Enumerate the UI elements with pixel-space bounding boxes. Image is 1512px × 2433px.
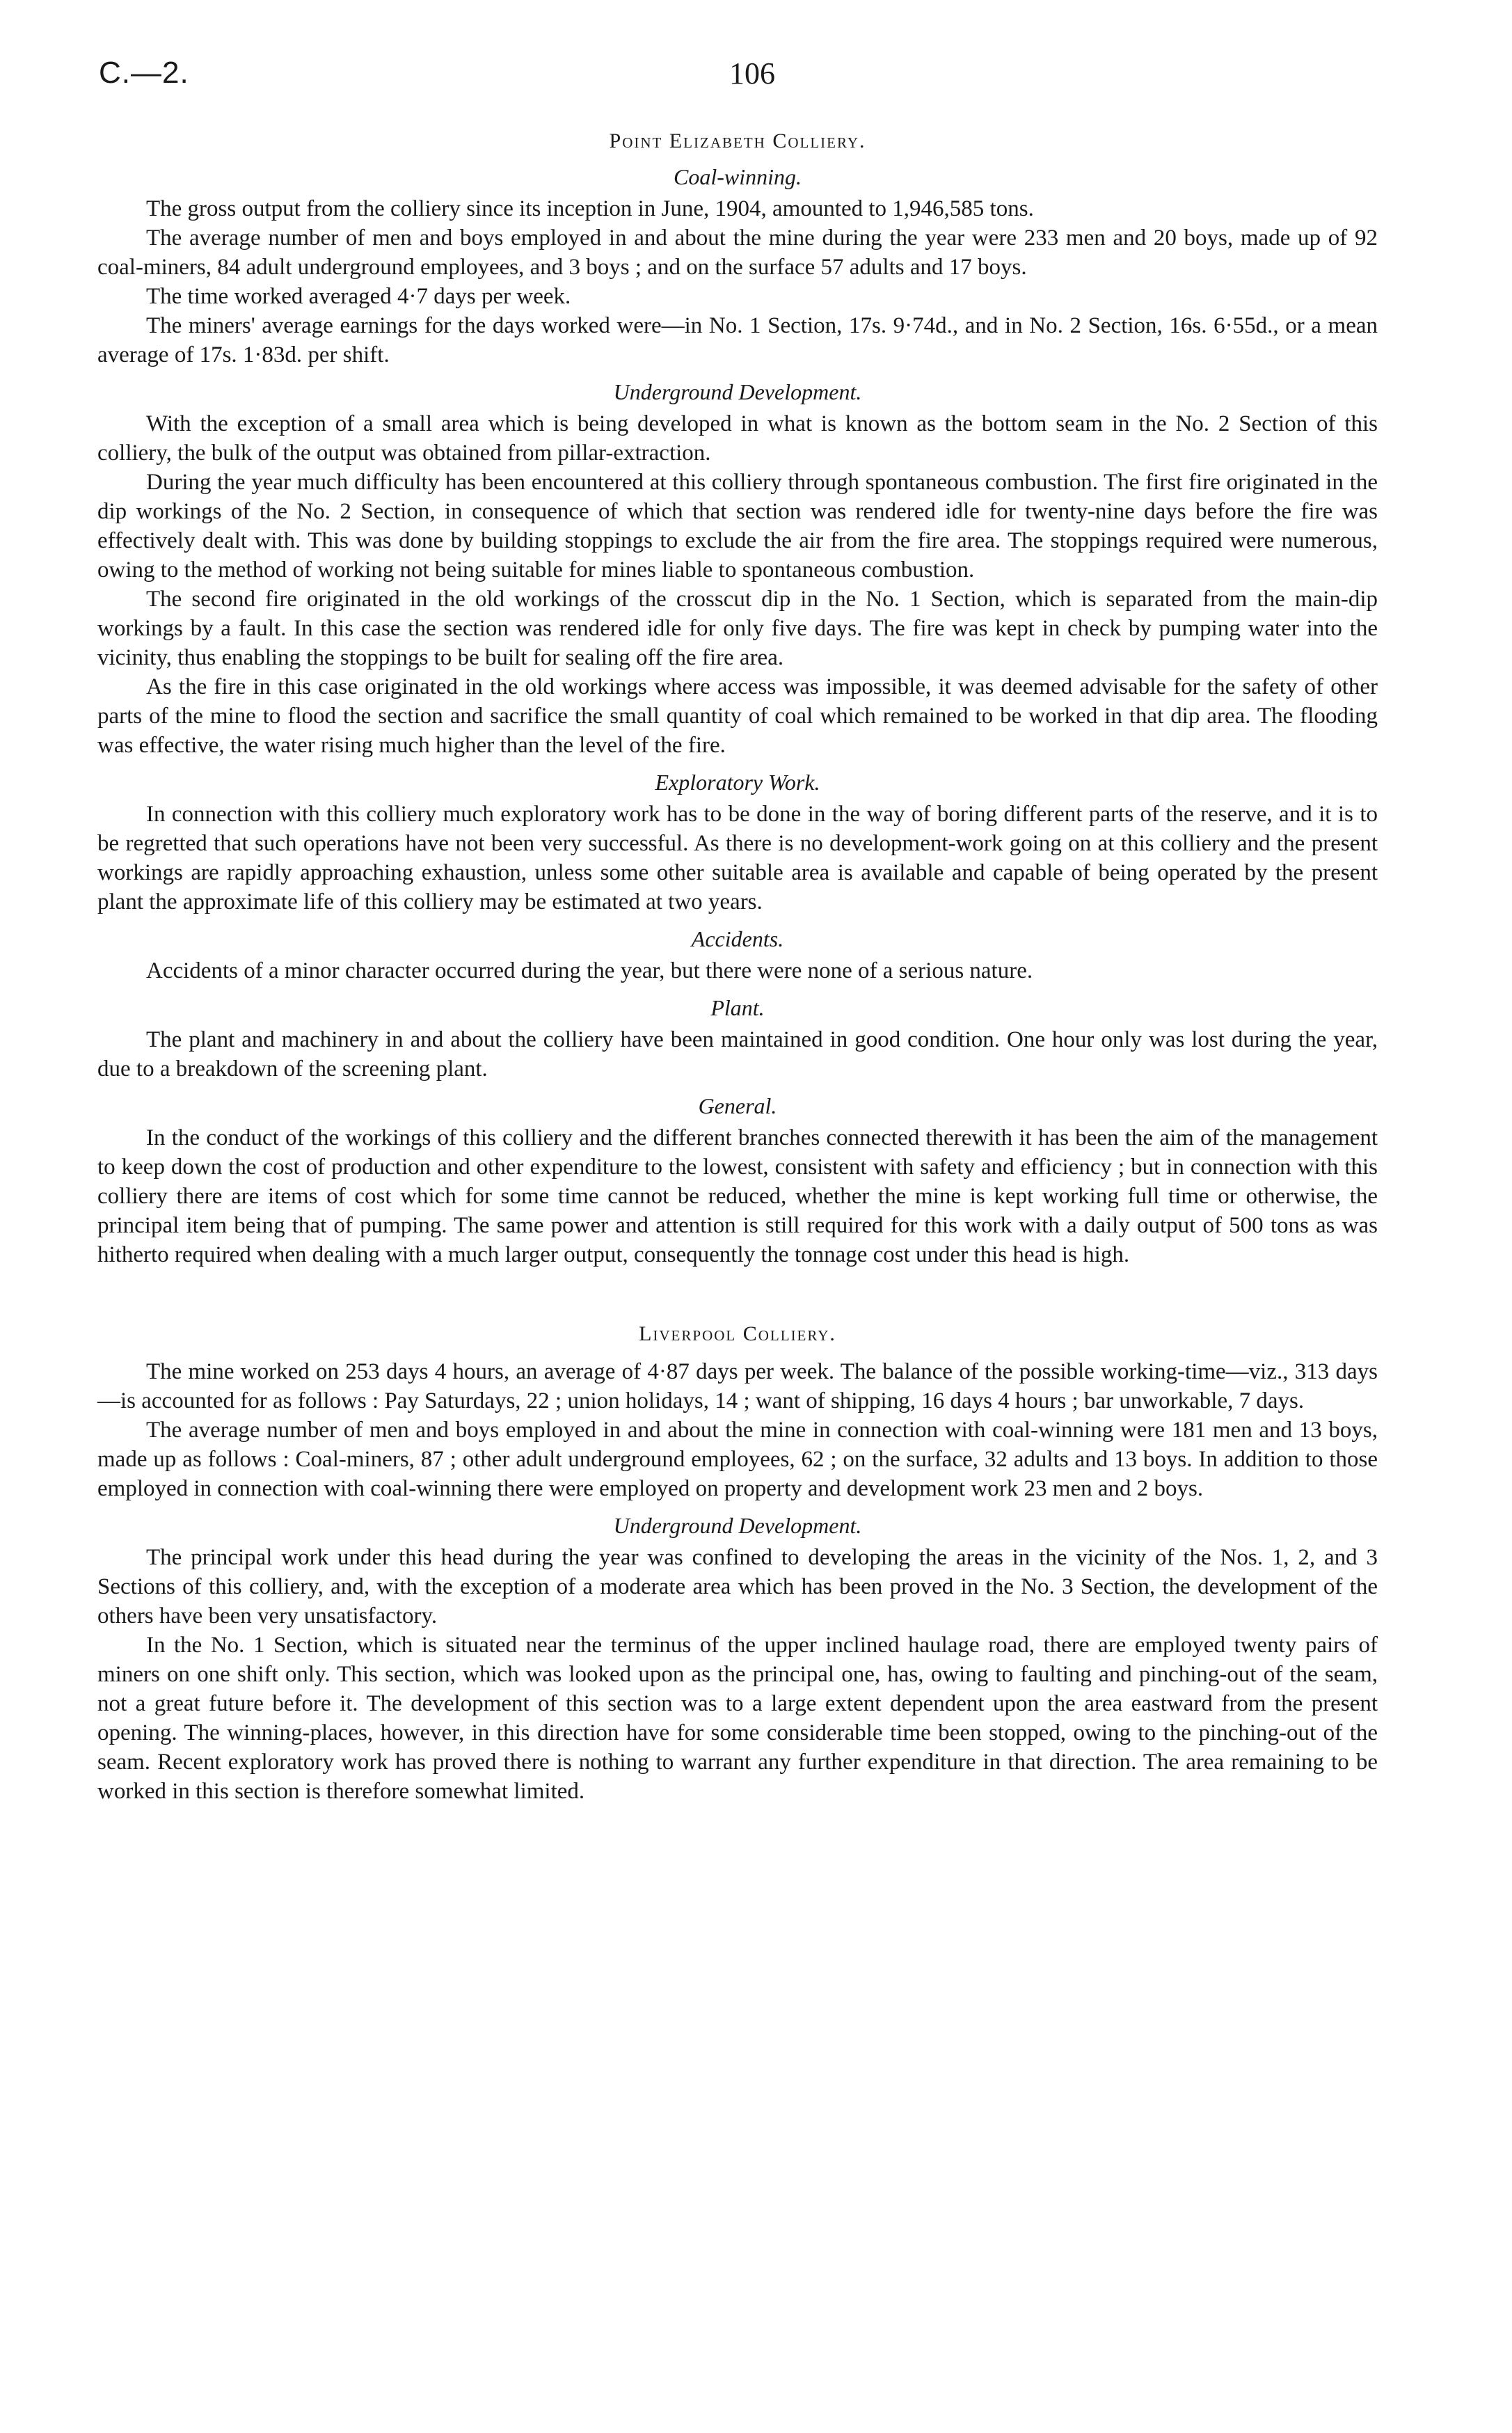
subheading-accidents: Accidents. — [691, 926, 784, 951]
subheading-underground-development: Underground Development. — [613, 379, 862, 404]
paragraph: The gross output from the colliery since its inception in June, 1904, amounted to 1,946,585 tons. — [146, 196, 1034, 221]
section-title-point-elizabeth: Point Elizabeth Colliery. — [609, 129, 866, 152]
paragraph: As the fire in this case originated in the old workings where access was impossible, it was deemed advisable for the safety of other parts of the mine to flood the section and sacrifice the small quantity of coal which remained to be worked in that dip area. The flooding was effective, the water rising much higher than the level of the fire. — [97, 674, 1378, 758]
section-title-liverpool: Liverpool Colliery. — [639, 1322, 836, 1345]
paragraph: The principal work under this head during the year was confined to developing the areas in the vicinity of the Nos. 1, 2, and 3 Sections of this colliery, and, with the exception of a moderate area which has been proved in the No. 3 Section, the development of the others have been very unsatisfactory. — [97, 1545, 1378, 1628]
paragraph: The mine worked on 253 days 4 hours, an average of 4·87 days per week. The balance of the possible working-time—viz., 313 days—is accounted for as follows : Pay Saturdays, 22 ; union holidays, 14 ; want of shipping, 16 days 4 hours ; bar unworkable, 7 days. — [97, 1359, 1378, 1413]
paragraph: The miners' average earnings for the days worked were—in No. 1 Section, 17s. 9·74d., and in No. 2 Section, 16s. 6·55d., or a mean average of 17s. 1·83d. per shift. — [97, 313, 1378, 367]
paragraph: In the No. 1 Section, which is situated near the terminus of the upper inclined haulage road, there are employed twenty pairs of miners on one shift only. This section, which was looked upon as the principal one, has, owing to faulting and pinching-out of the seam, not a great future before it. The development of this section was to a large extent dependent upon the area eastward from the present opening. The winning-places, however, in this direction have for some considerable time been stopped, owing to the pinching-out of the seam. Recent exploratory work has proved there is nothing to warrant any further expenditure in that direction. The area remaining to be worked in this section is therefore somewhat limited. — [97, 1633, 1378, 1804]
paragraph: Accidents of a minor character occurred during the year, but there were none of a serious nature. — [146, 958, 1033, 983]
document-page — [97, 56, 1378, 1806]
paragraph: In connection with this colliery much exploratory work has to be done in the way of boring different parts of the reserve, and it is to be regretted that such operations have not been very successful. As there is no development-work going on at this colliery and the present workings are rapidly approaching exhaustion, unless some other suitable area is available and capable of being operated by the present plant the approximate life of this colliery may be estimated at two years. — [97, 802, 1378, 914]
paragraph: The plant and machinery in and about the colliery have been maintained in good condition. One hour only was lost during the year, due to a breakdown of the screening plant. — [97, 1027, 1378, 1081]
document-reference: C.—2. — [99, 56, 189, 90]
subheading-exploratory-work: Exploratory Work. — [655, 770, 820, 795]
subheading-coal-winning: Coal-winning. — [673, 164, 802, 189]
paragraph: During the year much difficulty has been encountered at this colliery through spontaneous combustion. The first fire originated in the dip workings of the No. 2 Section, in consequence of which that section was rendered idle for twenty-nine days before the fire was effectively dealt with. This was done by building stoppings to exclude the air from the fire area. The stoppings required were numerous, owing to the method of working not being suitable for mines liable to spontaneous combustion. — [97, 470, 1378, 583]
paragraph: The second fire originated in the old workings of the crosscut dip in the No. 1 Section, which is separated from the main-dip workings by a fault. In this case the section was rendered idle for only five days. The fire was kept in check by pumping water into the vicinity, thus enabling the stoppings to be built for sealing off the fire area. — [97, 587, 1378, 670]
paragraph: The average number of men and boys employed in and about the mine during the year were 233 men and 20 boys, made up of 92 coal-miners, 84 adult underground employees, and 3 boys ; and on the surface 57 adults and 17 boys. — [97, 225, 1378, 280]
page-header — [97, 56, 1378, 104]
paragraph: The average number of men and boys employed in and about the mine in connection with coal-winning were 181 men and 13 boys, made up as follows : Coal-miners, 87 ; other adult underground employees, 62 ; on the surface, 32 adults and 13 boys. In addition to those employed in connection with coal-winning there were employed on property and development work 23 men and 2 boys. — [97, 1418, 1378, 1501]
page-number: 106 — [729, 56, 775, 90]
subheading-plant: Plant. — [710, 995, 765, 1020]
paragraph: In the conduct of the workings of this colliery and the different branches connected therewith it has been the aim of the management to keep down the cost of production and other expenditure to the lowest, consistent with safety and efficiency ; but in connection with this colliery there are items of cost which for some time cannot be reduced, whether the mine is kept working full time or otherwise, the principal item being that of pumping. The same power and attention is still required for this work with a daily output of 500 tons as was hitherto required when dealing with a much larger output, consequently the tonnage cost under this head is high. — [97, 1125, 1378, 1267]
paragraph: With the exception of a small area which is being developed in what is known as the bottom seam in the No. 2 Section of this colliery, the bulk of the output was obtained from pillar-extraction. — [97, 411, 1378, 466]
subheading-underground-development: Underground Development. — [613, 1513, 862, 1538]
subheading-general: General. — [698, 1093, 777, 1118]
paragraph: The time worked averaged 4·7 days per week. — [146, 284, 571, 309]
